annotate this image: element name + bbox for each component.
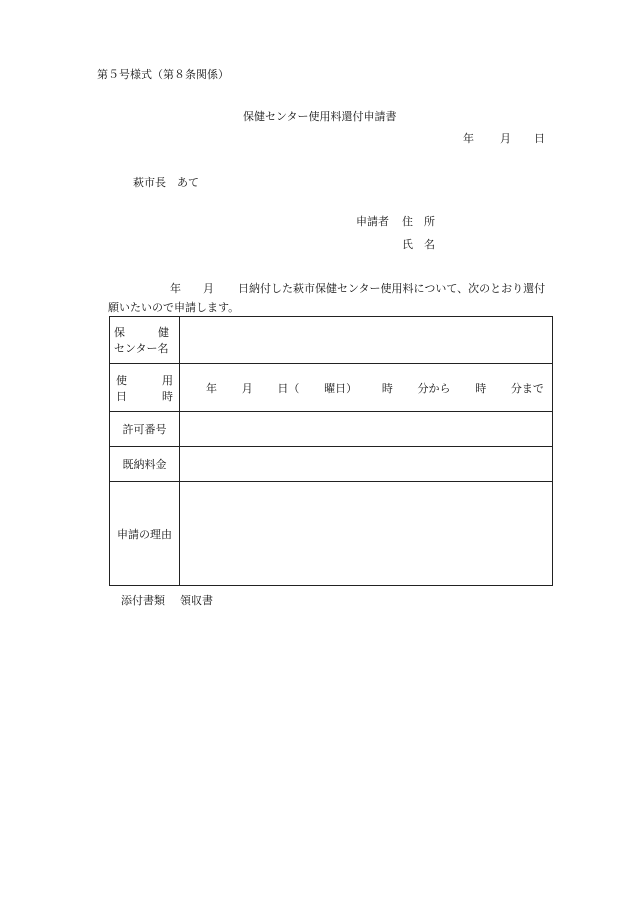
form-number: 第５号様式（第８条関係） xyxy=(97,68,229,81)
permit-number-field[interactable] xyxy=(180,412,553,447)
usage-day: 日（ xyxy=(277,381,300,395)
table-row-paid-fee xyxy=(110,447,553,482)
applicant-role: 申請者 xyxy=(356,215,389,228)
usage-month: 月 xyxy=(241,381,253,395)
usage-datetime-field[interactable] xyxy=(180,364,553,412)
date-month: 月 xyxy=(500,132,511,145)
date-day: 日 xyxy=(534,132,545,145)
center-name-field[interactable] xyxy=(180,317,553,364)
paid-fee-field[interactable] xyxy=(180,447,553,482)
usage-end-hour: 時 xyxy=(475,381,487,395)
usage-datetime-label: 使 用 日 時 xyxy=(110,364,180,412)
usage-start-hour: 時 xyxy=(381,381,393,395)
body-text-line2: 願いたいので申請します。 xyxy=(108,301,240,314)
table-row-reason xyxy=(110,482,553,586)
usage-weekday: 曜日） xyxy=(324,381,358,395)
table-row-permit-number xyxy=(110,412,553,447)
date-year: 年 xyxy=(463,132,474,145)
applicant-name-label: 氏 名 xyxy=(402,238,435,251)
reason-field[interactable] xyxy=(180,482,553,586)
application-table xyxy=(109,316,553,586)
center-name-label: 保 健 センター名 xyxy=(110,317,180,364)
addressee: 萩市長 あて xyxy=(133,176,199,189)
attachments-label: 添付書類 xyxy=(121,594,165,607)
permit-number-label: 許可番号 xyxy=(110,412,180,447)
applicant-address-label: 住 所 xyxy=(402,215,435,228)
usage-start-minute: 分から xyxy=(417,381,451,395)
reason-label: 申請の理由 xyxy=(110,482,180,586)
usage-end-minute: 分まで xyxy=(510,381,544,395)
body-year: 年 xyxy=(170,282,181,295)
usage-year: 年 xyxy=(206,381,217,395)
paid-fee-label: 既納料金 xyxy=(110,447,180,482)
document-title: 保健センター使用料還付申請書 xyxy=(243,110,397,123)
table-row-usage-datetime xyxy=(110,364,553,412)
attachments-value: 領収書 xyxy=(180,594,213,607)
body-text-line1: 日納付した萩市保健センター使用料について、次のとおり還付 xyxy=(238,282,546,295)
body-month: 月 xyxy=(203,282,214,295)
table-row-center-name xyxy=(110,317,553,364)
